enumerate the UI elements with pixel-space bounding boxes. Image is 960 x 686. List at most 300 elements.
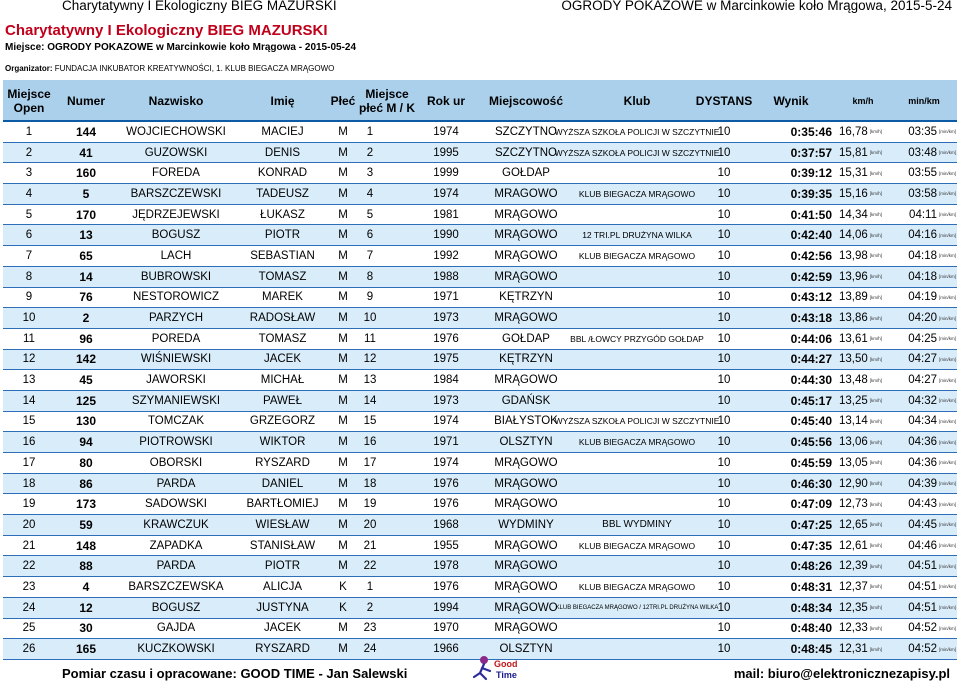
cell-kmh-value: 13,50 [838, 353, 868, 366]
cell-dyst [698, 122, 750, 142]
cell-mpk-value: 1 [366, 580, 374, 593]
cell-miasto [476, 577, 576, 597]
cell-num-value: 41 [79, 145, 93, 160]
cell-kmh-value: 15,31 [838, 167, 868, 180]
cell-open-value: 4 [25, 187, 33, 200]
unit-label: [km/h] [869, 501, 882, 507]
cell-imie-value: MACIEJ [261, 125, 304, 138]
col-nazwisko: Nazwisko [148, 94, 204, 108]
cell-num [55, 556, 117, 576]
cell-miasto-value: KĘTRZYN [499, 291, 553, 304]
cell-klub [554, 412, 720, 432]
col-open: Miejsce Open [7, 87, 51, 115]
cell-rok [416, 515, 476, 535]
cell-wynik-value: 0:48:34 [790, 600, 832, 615]
cell-klub [554, 143, 720, 163]
cell-plec-value: M [338, 312, 348, 325]
cell-minkm-value: 04:27 [908, 374, 937, 387]
cell-num-value: 2 [82, 311, 90, 326]
cell-imie-value: WIESŁAW [255, 518, 310, 531]
cell-open-value: 5 [25, 208, 33, 221]
unit-label: [min/km] [938, 356, 956, 362]
cell-minkm [894, 412, 956, 432]
cell-kmh-value: 13,06 [838, 436, 868, 449]
cell-rok [416, 143, 476, 163]
cell-minkm [894, 391, 956, 411]
cell-imie-value: RADOSŁAW [249, 312, 316, 325]
cell-nazwisko [117, 225, 235, 245]
cell-wynik [750, 143, 832, 163]
cell-miasto [476, 163, 576, 183]
cell-miasto-value: BIAŁYSTOK [494, 415, 558, 428]
cell-miasto-value: MRĄGOWO [494, 477, 558, 490]
cell-plec-value: M [338, 167, 348, 180]
cell-minkm-value: 03:35 [908, 125, 937, 138]
cell-num-value: 130 [75, 414, 97, 429]
cell-open-value: 1 [25, 125, 33, 138]
cell-klub [576, 536, 698, 556]
cell-mpk [358, 225, 382, 245]
results-table-header [3, 80, 957, 122]
cell-rok-value: 1974 [433, 456, 459, 469]
cell-miasto [476, 288, 576, 308]
cell-plec-value: M [338, 353, 348, 366]
cell-dyst-value: 10 [717, 229, 731, 242]
cell-mpk [358, 474, 382, 494]
cell-mpk [358, 515, 382, 535]
unit-label: [km/h] [869, 543, 882, 549]
cell-dyst-value: 10 [717, 643, 731, 656]
cell-imie-value: PAWEŁ [263, 394, 302, 407]
cell-kmh [832, 225, 882, 245]
cell-rok [416, 556, 476, 576]
cell-open-value: 8 [25, 270, 33, 283]
cell-num-value: 30 [79, 621, 93, 636]
cell-dyst-value: 10 [717, 498, 731, 511]
cell-nazwisko [117, 536, 235, 556]
cell-minkm [894, 267, 956, 287]
cell-mpk-value: 21 [363, 539, 377, 552]
cell-nazwisko [117, 163, 235, 183]
cell-plec [330, 143, 356, 163]
cell-rok [416, 536, 476, 556]
cell-wynik-value: 0:44:06 [790, 331, 832, 346]
unit-label: [min/km] [938, 294, 956, 300]
cell-minkm [894, 556, 956, 576]
unit-label: [min/km] [938, 501, 956, 507]
cell-kmh [832, 370, 882, 390]
cell-imie [235, 122, 330, 142]
cell-nazwisko-value: ZAPADKA [149, 539, 203, 552]
cell-miasto-value: MRĄGOWO [494, 456, 558, 469]
cell-klub-value: 12 TRI.PL DRUŻYNA WILKA [582, 230, 692, 241]
cell-nazwisko-value: PARDA [156, 560, 196, 573]
cell-imie [235, 536, 330, 556]
table-row [3, 556, 957, 577]
cell-klub-value: KLUB BIEGACZA MRĄGOWO / 12TRI.PL DRUŻYNA WILKA [555, 604, 719, 611]
cell-num-value: 59 [79, 517, 93, 532]
cell-open [3, 246, 55, 266]
unit-label: [km/h] [869, 522, 882, 528]
cell-plec-value: M [338, 208, 348, 221]
cell-plec [330, 350, 356, 370]
cell-num-value: 142 [75, 352, 97, 367]
unit-label: [min/km] [938, 150, 956, 156]
cell-wynik-value: 0:43:18 [790, 311, 832, 326]
cell-wynik-value: 0:44:27 [790, 352, 832, 367]
cell-mpk-value: 16 [363, 436, 377, 449]
cell-dyst-value: 10 [717, 208, 731, 221]
page-footer [0, 652, 960, 686]
cell-rok-value: 1995 [433, 146, 459, 159]
cell-nazwisko-value: PARZYCH [148, 312, 204, 325]
cell-plec-value: M [338, 477, 348, 490]
cell-imie [235, 246, 330, 266]
cell-minkm-value: 04:36 [908, 456, 937, 469]
cell-klub-value: WYŻSZA SZKOŁA POLICJI W SZCZYTNIE [554, 416, 720, 427]
unit-label: [km/h] [869, 315, 882, 321]
cell-mpk [358, 350, 382, 370]
page-header-left: Charytatywny I Ekologiczny BIEG MAZURSKI [62, 0, 337, 13]
cell-kmh [832, 184, 882, 204]
cell-rok [416, 494, 476, 514]
cell-kmh [832, 308, 882, 328]
table-row [3, 494, 957, 515]
cell-nazwisko-value: BARSZCZEWSKA [128, 580, 224, 593]
cell-imie-value: JACEK [263, 622, 302, 635]
cell-rok [416, 391, 476, 411]
cell-open-value: 22 [22, 560, 36, 573]
cell-open-value: 26 [22, 643, 36, 656]
place-label: Miejsce: [5, 42, 45, 53]
cell-num [55, 246, 117, 266]
cell-imie [235, 556, 330, 576]
cell-mpk-value: 17 [363, 456, 377, 469]
cell-open-value: 18 [22, 477, 36, 490]
cell-miasto [476, 205, 576, 225]
cell-num-value: 86 [79, 476, 93, 491]
cell-wynik [750, 122, 832, 142]
cell-open-value: 16 [22, 436, 36, 449]
cell-dyst-value: 10 [717, 518, 731, 531]
cell-rok-value: 1999 [433, 167, 459, 180]
cell-open-value: 15 [22, 415, 36, 428]
cell-open-value: 25 [22, 622, 36, 635]
cell-plec-value: M [338, 291, 348, 304]
cell-rok [416, 288, 476, 308]
cell-mpk [358, 370, 382, 390]
cell-wynik [750, 515, 832, 535]
cell-wynik [750, 619, 832, 639]
cell-wynik-value: 0:47:09 [790, 497, 832, 512]
unit-label: [km/h] [869, 356, 882, 362]
cell-nazwisko [117, 308, 235, 328]
cell-kmh [832, 205, 882, 225]
unit-label: [min/km] [938, 377, 956, 383]
cell-num [55, 391, 117, 411]
unit-label: [min/km] [938, 232, 956, 238]
cell-wynik-value: 0:42:40 [790, 228, 832, 243]
cell-imie-value: ŁUKASZ [260, 208, 305, 221]
cell-wynik [750, 577, 832, 597]
cell-mpk [358, 205, 382, 225]
cell-imie [235, 370, 330, 390]
cell-kmh [832, 350, 882, 370]
table-row [3, 246, 957, 267]
cell-open-value: 17 [22, 456, 36, 469]
cell-mpk-value: 22 [363, 560, 377, 573]
cell-open-value: 9 [25, 291, 33, 304]
unit-label: [km/h] [869, 646, 882, 652]
unit-label: [km/h] [869, 460, 882, 466]
unit-label: [min/km] [938, 398, 956, 404]
unit-label: [min/km] [938, 418, 956, 424]
cell-nazwisko-value: SADOWSKI [145, 498, 207, 511]
cell-imie-value: DANIEL [261, 477, 304, 490]
unit-label: [km/h] [869, 336, 882, 342]
cell-kmh [832, 329, 882, 349]
cell-mpk-value: 20 [363, 518, 377, 531]
cell-kmh-value: 12,33 [838, 622, 868, 635]
cell-plec-value: M [338, 374, 348, 387]
cell-nazwisko-value: POREDA [151, 332, 201, 345]
unit-label: [min/km] [938, 315, 956, 321]
cell-miasto-value: KĘTRZYN [499, 353, 553, 366]
cell-miasto-value: MRĄGOWO [494, 374, 558, 387]
cell-open [3, 163, 55, 183]
cell-mpk [358, 288, 382, 308]
cell-plec [330, 205, 356, 225]
cell-wynik-value: 0:45:59 [790, 455, 832, 470]
unit-label: [km/h] [869, 398, 882, 404]
cell-nazwisko [117, 350, 235, 370]
cell-klub [576, 619, 698, 639]
cell-minkm [894, 246, 956, 266]
unit-label: [min/km] [938, 481, 956, 487]
cell-wynik-value: 0:39:12 [790, 166, 832, 181]
cell-wynik [750, 453, 832, 473]
cell-klub [576, 577, 698, 597]
table-row [3, 184, 957, 205]
cell-num [55, 494, 117, 514]
cell-plec [330, 329, 356, 349]
cell-minkm-value: 04:19 [908, 291, 937, 304]
cell-nazwisko [117, 453, 235, 473]
cell-klub [576, 494, 698, 514]
cell-plec [330, 515, 356, 535]
cell-minkm [894, 205, 956, 225]
cell-miasto [476, 536, 576, 556]
cell-imie-value: STANISŁAW [249, 539, 316, 552]
cell-mpk-value: 18 [363, 477, 377, 490]
cell-num [55, 267, 117, 287]
cell-miasto-value: MRĄGOWO [494, 601, 558, 614]
cell-wynik [750, 288, 832, 308]
cell-open-value: 6 [25, 229, 33, 242]
cell-nazwisko-value: SZYMANIEWSKI [131, 394, 221, 407]
cell-wynik-value: 0:43:12 [790, 290, 832, 305]
cell-wynik-value: 0:48:31 [790, 579, 832, 594]
cell-wynik-value: 0:39:35 [790, 186, 832, 201]
cell-minkm-value: 04:51 [908, 580, 937, 593]
cell-dyst [698, 391, 750, 411]
cell-rok-value: 1992 [433, 249, 459, 262]
cell-wynik [750, 225, 832, 245]
cell-wynik-value: 0:47:25 [790, 517, 832, 532]
cell-plec [330, 556, 356, 576]
cell-rok-value: 1974 [433, 187, 459, 200]
cell-nazwisko [117, 267, 235, 287]
cell-kmh-value: 13,96 [838, 270, 868, 283]
cell-wynik [750, 370, 832, 390]
cell-num [55, 432, 117, 452]
cell-dyst [698, 246, 750, 266]
race-title: Charytatywny I Ekologiczny BIEG MAZURSKI [5, 22, 328, 39]
cell-minkm [894, 598, 956, 618]
cell-wynik [750, 474, 832, 494]
cell-imie [235, 432, 330, 452]
cell-mpk-value: 14 [363, 394, 377, 407]
cell-num-value: 88 [79, 559, 93, 574]
table-row [3, 453, 957, 474]
cell-kmh-value: 12,90 [838, 477, 868, 490]
cell-dyst [698, 288, 750, 308]
col-imie: Imię [270, 94, 295, 108]
cell-klub [576, 515, 698, 535]
cell-miasto-value: GDAŃSK [501, 394, 551, 407]
cell-miasto [476, 556, 576, 576]
cell-miasto-value: MRĄGOWO [494, 539, 558, 552]
cell-open-value: 13 [22, 374, 36, 387]
cell-dyst-value: 10 [717, 580, 731, 593]
cell-rok-value: 1975 [433, 353, 459, 366]
cell-dyst-value: 10 [717, 270, 731, 283]
cell-num [55, 122, 117, 142]
cell-imie-value: ALICJA [263, 580, 302, 593]
cell-minkm [894, 370, 956, 390]
cell-nazwisko [117, 577, 235, 597]
cell-num-value: 45 [79, 373, 93, 388]
cell-mpk [358, 143, 382, 163]
cell-nazwisko-value: TOMCZAK [147, 415, 204, 428]
cell-open [3, 494, 55, 514]
cell-nazwisko-value: KUCZKOWSKI [137, 643, 215, 656]
cell-rok [416, 577, 476, 597]
cell-miasto-value: MRĄGOWO [494, 580, 558, 593]
cell-num-value: 173 [75, 497, 97, 512]
cell-miasto [476, 350, 576, 370]
cell-wynik-value: 0:45:56 [790, 435, 832, 450]
cell-num-value: 65 [79, 248, 93, 263]
cell-nazwisko [117, 391, 235, 411]
table-row [3, 308, 957, 329]
cell-rok-value: 1973 [433, 312, 459, 325]
cell-num [55, 308, 117, 328]
cell-klub-value: KLUB BIEGACZA MRĄGOWO [578, 540, 696, 551]
cell-imie [235, 205, 330, 225]
cell-open [3, 556, 55, 576]
unit-label: [km/h] [869, 563, 882, 569]
cell-plec [330, 288, 356, 308]
cell-plec-value: M [338, 415, 348, 428]
cell-miasto-value: MRĄGOWO [494, 208, 558, 221]
cell-wynik [750, 205, 832, 225]
cell-nazwisko [117, 598, 235, 618]
cell-rok-value: 1990 [433, 229, 459, 242]
table-row [3, 474, 957, 495]
cell-kmh-value: 16,78 [838, 125, 868, 138]
cell-nazwisko-value: PIOTROWSKI [139, 436, 213, 449]
cell-rok-value: 1955 [433, 539, 459, 552]
cell-dyst [698, 412, 750, 432]
cell-miasto-value: MRĄGOWO [494, 249, 558, 262]
cell-rok-value: 1976 [433, 580, 459, 593]
table-row [3, 122, 957, 143]
cell-minkm-value: 04:46 [908, 539, 937, 552]
cell-minkm [894, 225, 956, 245]
cell-nazwisko-value: BOGUSZ [151, 229, 201, 242]
cell-nazwisko-value: WIŚNIEWSKI [140, 353, 212, 366]
cell-plec-value: M [338, 229, 348, 242]
cell-minkm [894, 453, 956, 473]
cell-dyst-value: 10 [717, 394, 731, 407]
unit-label: [min/km] [938, 605, 956, 611]
cell-rok-value: 1976 [433, 477, 459, 490]
cell-dyst [698, 515, 750, 535]
table-row [3, 515, 957, 536]
cell-miasto [476, 494, 576, 514]
cell-num [55, 453, 117, 473]
cell-mpk-value: 6 [366, 229, 374, 242]
cell-wynik-value: 0:44:30 [790, 373, 832, 388]
cell-rok-value: 1976 [433, 332, 459, 345]
table-row [3, 598, 957, 619]
cell-nazwisko [117, 494, 235, 514]
cell-wynik-value: 0:35:46 [790, 124, 832, 139]
cell-kmh [832, 598, 882, 618]
cell-imie-value: DENIS [264, 146, 301, 159]
table-row [3, 288, 957, 309]
cell-dyst [698, 184, 750, 204]
cell-rok [416, 598, 476, 618]
cell-kmh [832, 432, 882, 452]
cell-kmh-value: 12,61 [838, 539, 868, 552]
cell-plec [330, 494, 356, 514]
unit-label: [min/km] [938, 646, 956, 652]
cell-rok-value: 1971 [433, 436, 459, 449]
cell-dyst-value: 10 [717, 539, 731, 552]
table-row [3, 163, 957, 184]
col-rok: Rok ur [426, 94, 465, 108]
cell-num [55, 370, 117, 390]
cell-mpk [358, 122, 382, 142]
cell-klub [576, 432, 698, 452]
cell-num-value: 80 [79, 455, 93, 470]
cell-kmh [832, 515, 882, 535]
cell-open [3, 515, 55, 535]
cell-imie [235, 391, 330, 411]
cell-dyst [698, 350, 750, 370]
cell-plec-value: M [338, 436, 348, 449]
cell-open [3, 205, 55, 225]
cell-nazwisko [117, 619, 235, 639]
cell-dyst [698, 619, 750, 639]
cell-imie [235, 412, 330, 432]
cell-wynik-value: 0:47:35 [790, 538, 832, 553]
cell-dyst [698, 598, 750, 618]
col-minkm: min/km [908, 96, 940, 106]
cell-miasto [476, 391, 576, 411]
